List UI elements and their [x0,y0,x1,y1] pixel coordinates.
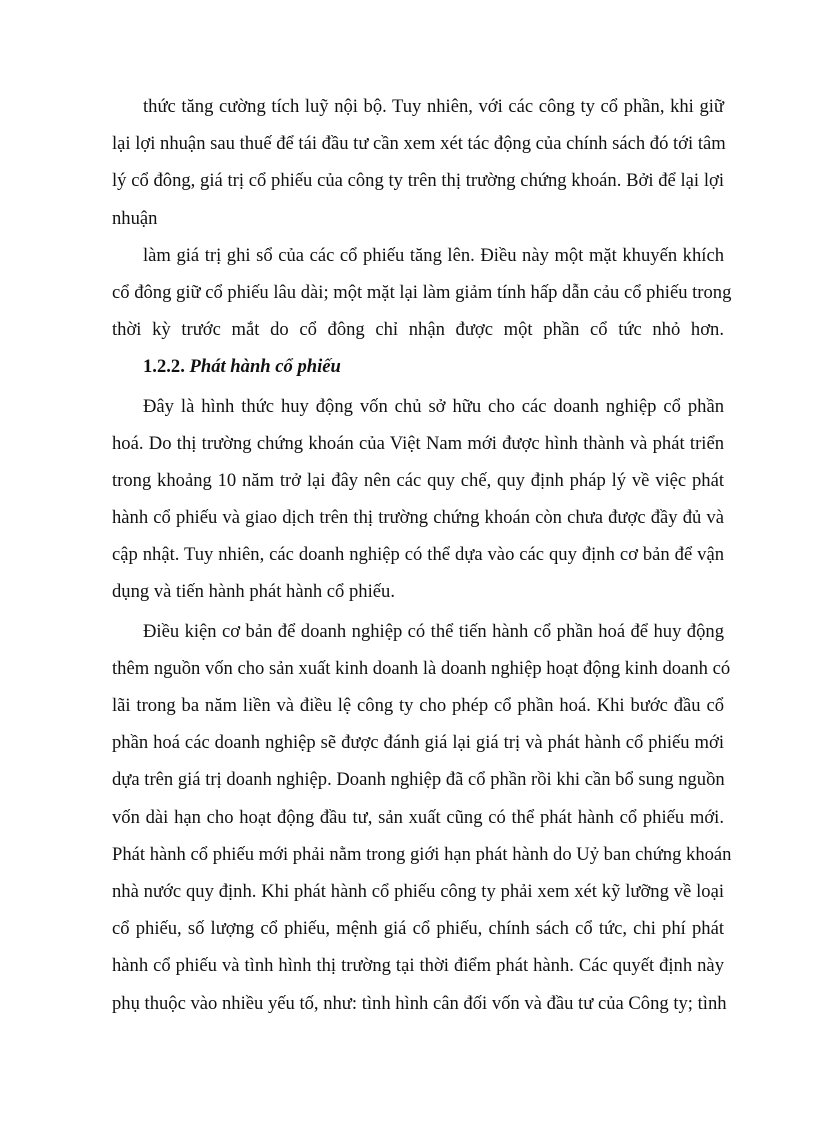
section-number: 1.2.2. [143,356,185,378]
text-line: Phát hành cổ phiếu mới phải nằm trong giới hạn phát hành do Uỷ ban chứng khoán [112,843,732,865]
paragraph-conditions [112,613,732,1022]
paragraph-share-issuance [112,388,724,611]
text-line: thời kỳ trước mắt do cổ đông chỉ nhận được một phần cổ tức nhỏ hơn. [112,319,724,341]
text-line: lãi trong ba năm liền và điều lệ công ty cho phép cổ phần hoá. Khi bước đầu cổ [112,695,724,716]
text-line: dụng và tiến hành phát hành cổ phiếu. [112,581,395,603]
text-line: phụ thuộc vào nhiều yếu tố, như: tình hình cân đối vốn và đầu tư của Công ty; tình [112,992,727,1014]
text-line: Điều kiện cơ bản để doanh nghiệp có thể tiến hành cổ phần hoá để huy động [143,620,724,642]
text-line: thêm nguồn vốn cho sản xuất kinh doanh là doanh nghiệp hoạt động kinh doanh có [112,657,731,679]
text-line: hành cổ phiếu và giao dịch trên thị trường chứng khoán còn chưa được đầy đủ và [112,507,724,529]
text-line: lý cổ đông, giá trị cổ phiếu của công ty trên thị trường chứng khoán. Bởi để lại lợi [112,170,724,192]
text-line: lại lợi nhuận sau thuế để tái đầu tư cần xem xét tác động của chính sách đó tới tâm [112,133,726,155]
text-line: phần hoá các doanh nghiệp sẽ được đánh giá lại giá trị và phát hành cổ phiếu mới [112,732,724,754]
text-line: Đây là hình thức huy động vốn chủ sở hữu cho các doanh nghiệp cổ phần [143,395,724,417]
section-heading [112,348,724,385]
text-line: cổ đông giữ cổ phiếu lâu dài; một mặt lại làm giảm tính hấp dẫn cảu cổ phiếu trong [112,281,732,303]
text-line: làm giá trị ghi sổ của các cổ phiếu tăng lên. Điều này một mặt khuyến khích [143,244,724,266]
text-line: nhuận [112,207,158,229]
text-line: cập nhật. Tuy nhiên, các doanh nghiệp có thể dựa vào các quy định cơ bản để vận [112,544,724,566]
text-line: hoá. Do thị trường chứng khoán của Việt Nam mới được hình thành và phát triển [112,432,724,454]
text-line: dựa trên giá trị doanh nghiệp. Doanh nghiệp đã cổ phần rồi khi cần bổ sung nguồn [112,769,725,791]
text-line: trong khoảng 10 năm trở lại đây nên các quy chế, quy định pháp lý về việc phát [112,469,724,491]
paragraph-retained-earnings [112,237,732,349]
text-line: cổ phiếu, số lượng cổ phiếu, mệnh giá cổ phiếu, chính sách cổ tức, chi phí phát [112,918,724,940]
paragraph-continued [112,88,724,237]
body-text [112,88,732,1022]
text-line: nhà nước quy định. Khi phát hành cổ phiếu công ty phải xem xét kỹ lưỡng về loại [112,880,724,902]
text-line: vốn dài hạn cho hoạt động đầu tư, sản xuất cũng có thể phát hành cổ phiếu mới. [112,806,724,828]
text-line: thức tăng cường tích luỹ nội bộ. Tuy nhiên, với các công ty cổ phần, khi giữ [143,96,724,117]
text-line: hành cổ phiếu và tình hình thị trường tại thời điểm phát hành. Các quyết định này [112,955,724,977]
section-title: Phát hành cổ phiếu [189,356,341,378]
